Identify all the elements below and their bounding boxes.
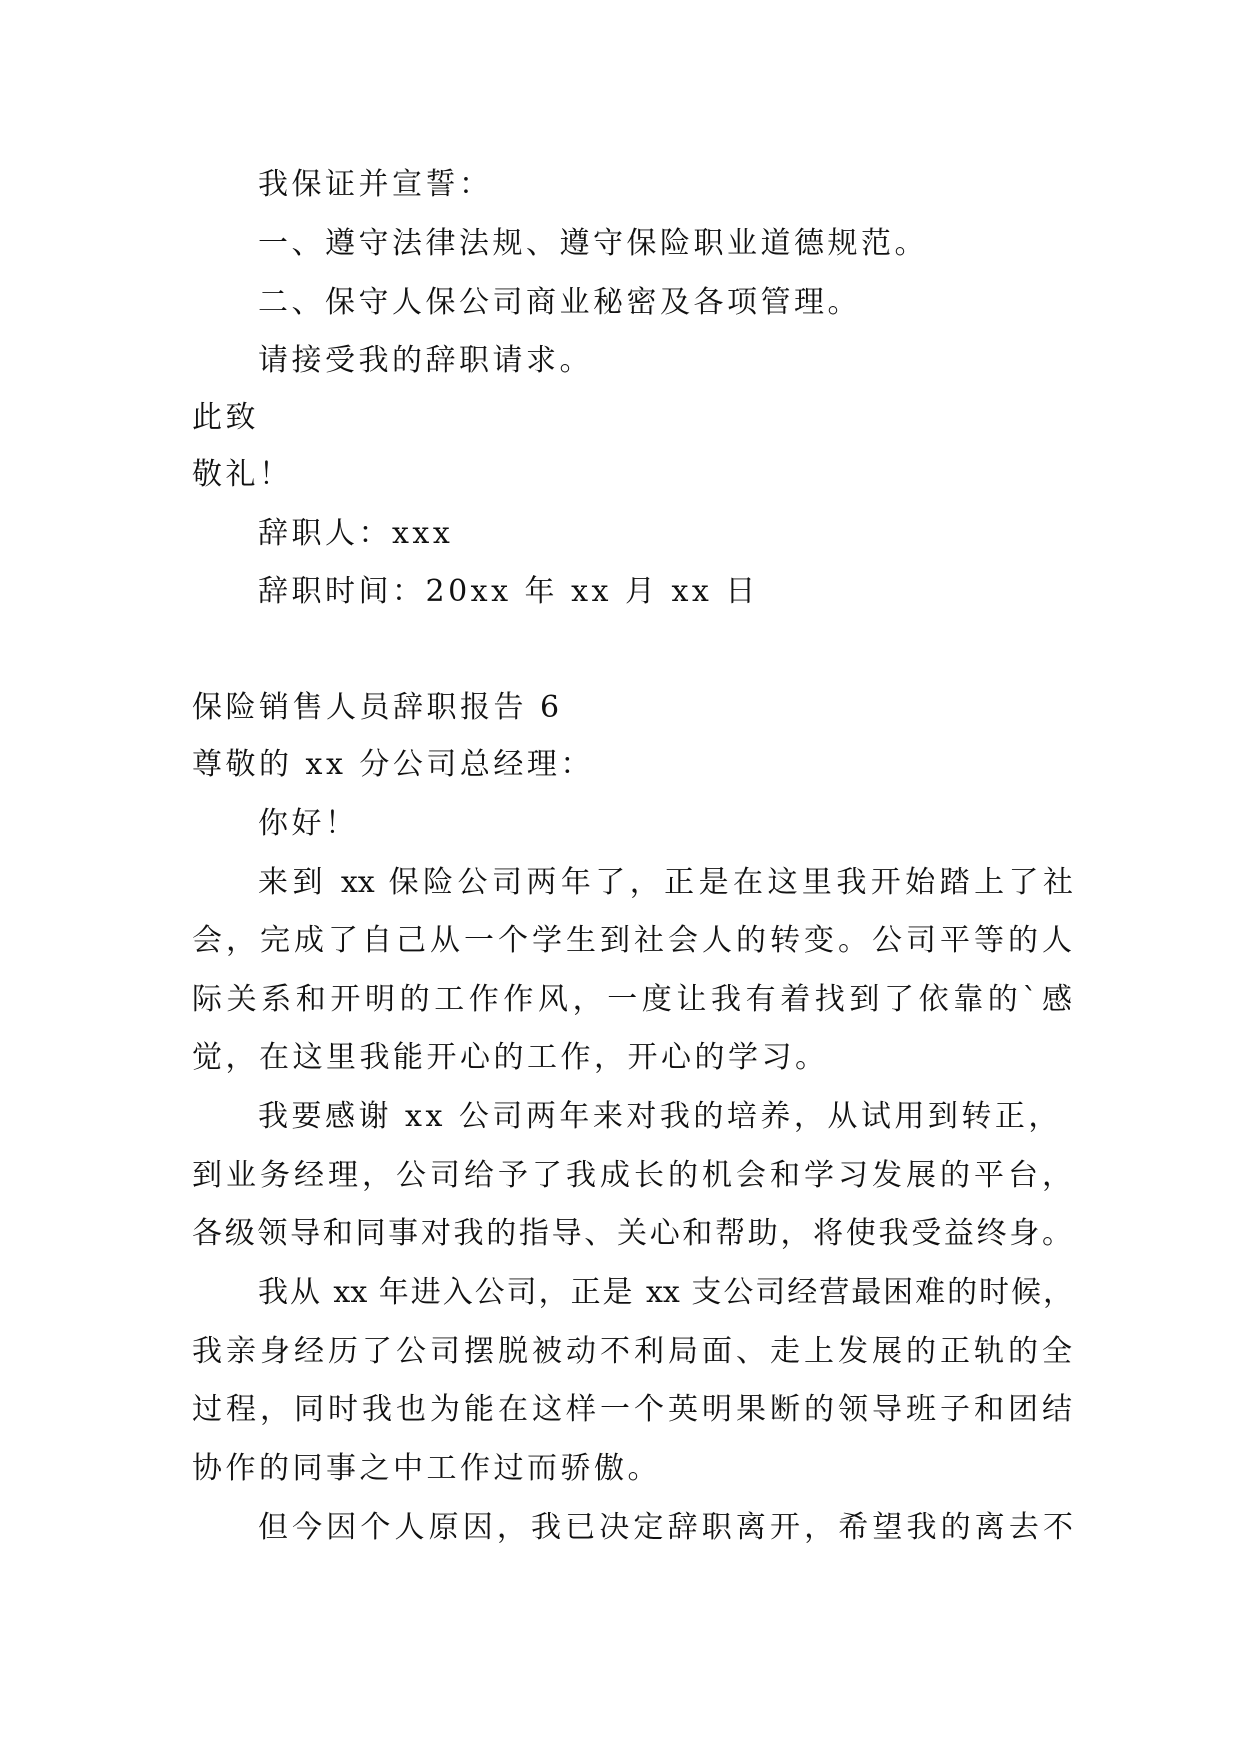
paragraph-3-line: 我亲身经历了公司摆脱被动不利局面、走上发展的正轨的全: [192, 1334, 1072, 1369]
paragraph-3-line: 协作的同事之中工作过而骄傲。: [192, 1451, 661, 1486]
paragraph-3-line: 过程，同时我也为能在这样一个英明果断的领导班子和团结: [192, 1392, 1072, 1427]
resignation-request: 请接受我的辞职请求。: [258, 343, 593, 378]
paragraph-3-line: 我从 xx 年进入公司，正是 xx 支公司经营最困难的时候，: [258, 1275, 1073, 1310]
paragraph-1-line: 来到 xx 保险公司两年了，正是在这里我开始踏上了社: [258, 865, 1073, 900]
report-title: 保险销售人员辞职报告 6: [192, 690, 563, 725]
paragraph-1-line: 觉，在这里我能开心的工作，开心的学习。: [192, 1040, 829, 1075]
pledge-heading: 我保证并宣誓：: [258, 167, 493, 202]
paragraph-4-line: 但今因个人原因，我已决定辞职离开，希望我的离去不: [258, 1510, 1073, 1545]
report-salutation: 尊敬的 xx 分公司总经理：: [192, 747, 594, 782]
paragraph-1-line: 际关系和开明的工作作风，一度让我有着找到了依靠的`感: [192, 982, 1072, 1017]
closing-line-1: 此致: [192, 400, 259, 435]
pledge-item-2: 二、保守人保公司商业秘密及各项管理。: [258, 285, 861, 320]
paragraph-1-line: 会，完成了自己从一个学生到社会人的转变。公司平等的人: [192, 923, 1072, 958]
signature-resigner: 辞职人：xxx: [258, 516, 454, 551]
report-greeting: 你好！: [258, 806, 359, 841]
signature-date: 辞职时间：20xx 年 xx 月 xx 日: [258, 574, 759, 609]
pledge-item-1: 一、遵守法律法规、遵守保险职业道德规范。: [258, 226, 928, 261]
paragraph-2-line: 到业务经理，公司给予了我成长的机会和学习发展的平台，: [192, 1158, 1072, 1193]
paragraph-2-line: 各级领导和同事对我的指导、关心和帮助，将使我受益终身。: [192, 1216, 1072, 1251]
paragraph-2-line: 我要感谢 xx 公司两年来对我的培养，从试用到转正，: [258, 1099, 1062, 1134]
closing-line-2: 敬礼！: [192, 457, 293, 492]
